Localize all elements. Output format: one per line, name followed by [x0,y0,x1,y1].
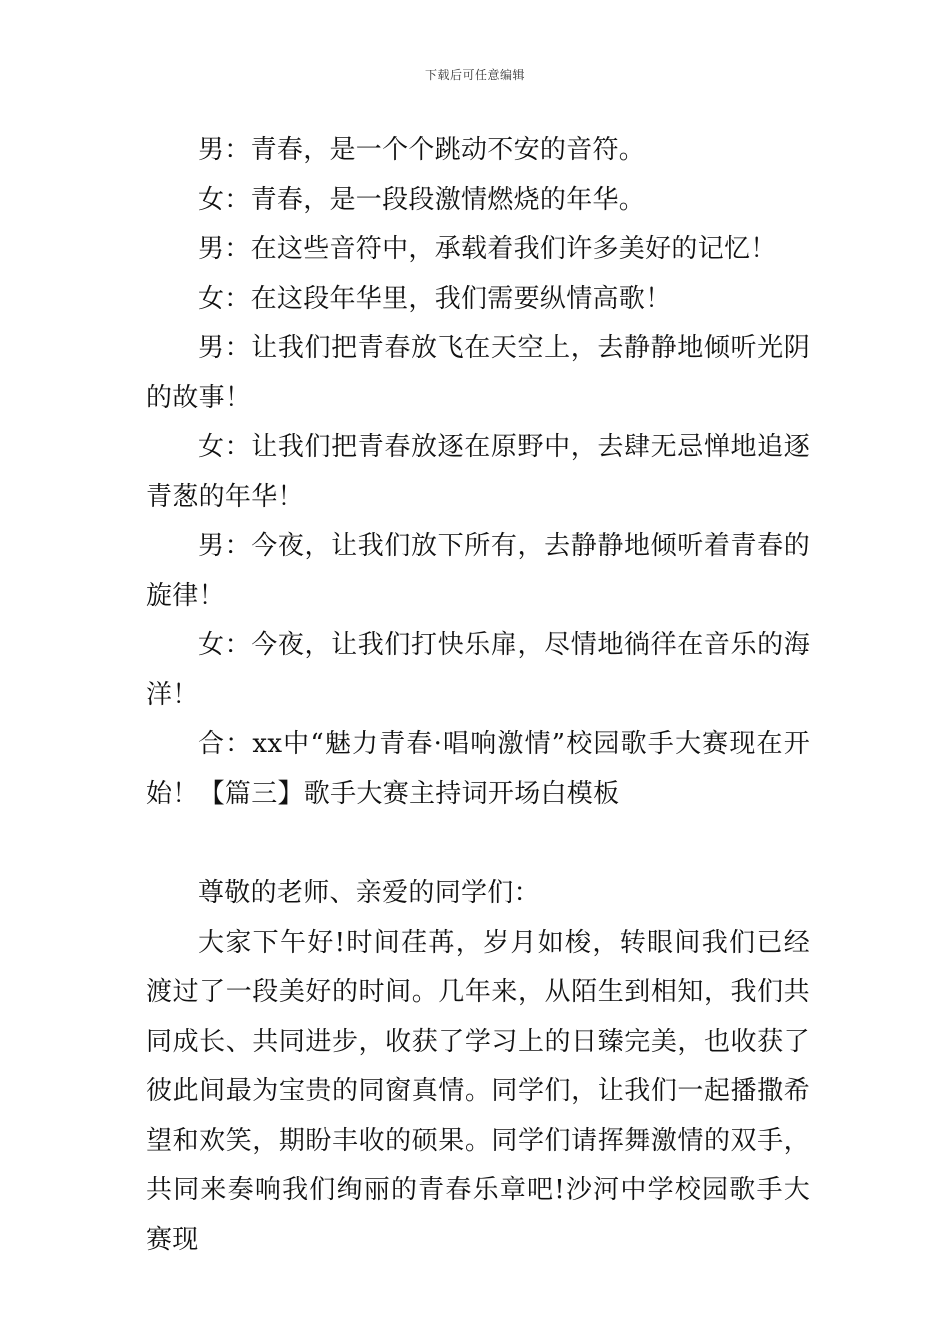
page-header-note: 下载后可任意编辑 [424,68,525,82]
dialogue-line: 男：让我们把青春放飞在天空上，去静静地倾听光阴的故事！ [146,333,810,413]
body-paragraph: 大家下午好!时间荏苒，岁月如梭，转眼间我们已经渡过了一段美好的时间。几年来，从陌生到相知，我们共同成长、共同进步，收获了学习上的日臻完美，也收获了彼此间最为宝贵的同窗真情。同学们，让我们一起播撒希望和欢笑，期盼丰收的硕果。同学们请挥舞激情的双手，共同来奏响我们绚丽的青春乐章吧!沙河中学校园歌手大赛现 [146,927,810,1255]
dialogue-line: 男：今夜，让我们放下所有，去静静地倾听着青春的旋律！ [146,531,810,611]
document-body [146,126,810,1265]
dialogue-line: 女：青春，是一段段激情燃烧的年华。 [198,184,646,215]
dialogue-line: 男：青春，是一个个跳动不安的音符。 [198,135,646,165]
dialogue-line: 女：在这段年华里，我们需要纵情高歌！ [198,283,672,314]
dialogue-line: 女：让我们把青春放逐在原野中，去肆无忌惮地追逐青葱的年华！ [146,432,810,512]
dialogue-line: 合：xx中“魅力青春·唱响激情”校园歌手大赛现在开始！【篇三】歌手大赛主持词开场白模板 [146,729,810,809]
section-spacer [146,819,810,869]
dialogue-line: 女：今夜，让我们打快乐扉，尽情地徜徉在音乐的海洋！ [146,630,810,710]
dialogue-line: 男：在这些音符中，承载着我们许多美好的记忆！ [198,234,777,264]
salutation: 尊敬的老师、亲爱的同学们： [198,878,540,908]
